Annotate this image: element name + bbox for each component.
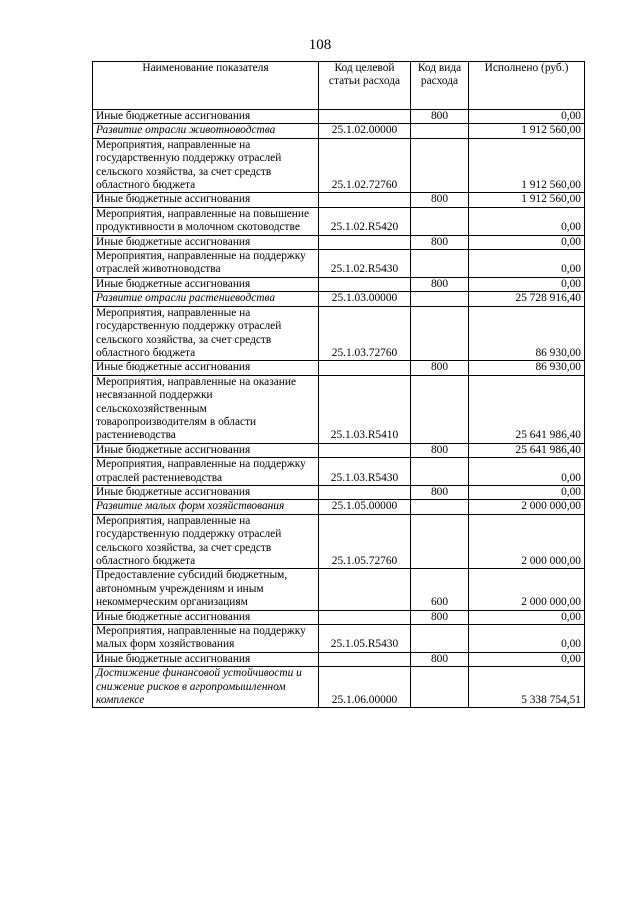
executed-amount-cell: 0,00 [469, 610, 585, 624]
table-row [93, 500, 585, 514]
budget-table [92, 61, 585, 708]
header-executed: Исполнено (руб.) [469, 62, 585, 110]
expense-type-cell [411, 667, 469, 708]
indicator-name-cell: Развитие отрасли растениеводства [93, 292, 319, 306]
table-row [93, 458, 585, 486]
indicator-name-cell: Мероприятия, направленные на поддержку малых форм хозяйствования [93, 625, 319, 653]
table-row [93, 667, 585, 708]
indicator-name-cell: Мероприятия, направленные на поддержку отраслей растениеводства [93, 458, 319, 486]
target-code-cell [319, 610, 411, 624]
executed-amount-cell: 1 912 560,00 [469, 124, 585, 138]
expense-type-cell: 800 [411, 652, 469, 666]
target-code-cell [319, 110, 411, 124]
expense-type-cell: 800 [411, 110, 469, 124]
table-row [93, 361, 585, 375]
executed-amount-cell: 0,00 [469, 485, 585, 499]
expense-type-cell [411, 124, 469, 138]
table-row [93, 514, 585, 569]
executed-amount-cell: 1 912 560,00 [469, 193, 585, 207]
executed-amount-cell: 0,00 [469, 458, 585, 486]
target-code-cell: 25.1.03.R5430 [319, 458, 411, 486]
table-row [93, 250, 585, 278]
executed-amount-cell: 0,00 [469, 250, 585, 278]
table-row [93, 306, 585, 361]
target-code-cell: 25.1.02.72760 [319, 138, 411, 193]
target-code-cell [319, 652, 411, 666]
table-row [93, 207, 585, 235]
target-code-cell: 25.1.02.R5430 [319, 250, 411, 278]
expense-type-cell [411, 292, 469, 306]
indicator-name-cell: Иные бюджетные ассигнования [93, 193, 319, 207]
executed-amount-cell: 0,00 [469, 625, 585, 653]
indicator-name-cell: Развитие малых форм хозяйствования [93, 500, 319, 514]
expense-type-cell [411, 514, 469, 569]
indicator-name-cell: Мероприятия, направленные на оказание несвязанной поддержки сельскохозяйственным товаропроизводителям в области растениеводства [93, 375, 319, 443]
table-row [93, 625, 585, 653]
executed-amount-cell: 5 338 754,51 [469, 667, 585, 708]
header-indicator-name: Наименование показателя [93, 62, 319, 110]
indicator-name-cell: Иные бюджетные ассигнования [93, 485, 319, 499]
executed-amount-cell: 1 912 560,00 [469, 138, 585, 193]
executed-amount-cell: 0,00 [469, 235, 585, 249]
target-code-cell [319, 443, 411, 457]
executed-amount-cell: 25 641 986,40 [469, 375, 585, 443]
expense-type-cell: 800 [411, 361, 469, 375]
table-row [93, 443, 585, 457]
expense-type-cell: 800 [411, 610, 469, 624]
expense-type-cell [411, 500, 469, 514]
target-code-cell: 25.1.02.00000 [319, 124, 411, 138]
header-expense-type: Код вида расхода [411, 62, 469, 110]
indicator-name-cell: Предоставление субсидий бюджетным, автономным учреждениям и иным некоммерческим организациям [93, 569, 319, 610]
table-row [93, 610, 585, 624]
indicator-name-cell: Мероприятия, направленные на поддержку отраслей животноводства [93, 250, 319, 278]
target-code-cell: 25.1.05.00000 [319, 500, 411, 514]
target-code-cell [319, 235, 411, 249]
indicator-name-cell: Мероприятия, направленные на государственную поддержку отраслей сельского хозяйства, за счет средств областного бюджета [93, 138, 319, 193]
table-row [93, 569, 585, 610]
indicator-name-cell: Мероприятия, направленные на государственную поддержку отраслей сельского хозяйства, за счет средств областного бюджета [93, 514, 319, 569]
indicator-name-cell: Иные бюджетные ассигнования [93, 610, 319, 624]
header-target-code: Код целевой статьи расхода [319, 62, 411, 110]
expense-type-cell: 800 [411, 485, 469, 499]
target-code-cell: 25.1.03.R5410 [319, 375, 411, 443]
table-row [93, 124, 585, 138]
target-code-cell: 25.1.03.00000 [319, 292, 411, 306]
target-code-cell: 25.1.06.00000 [319, 667, 411, 708]
page-number: 108 [308, 37, 332, 53]
target-code-cell [319, 193, 411, 207]
table-row [93, 138, 585, 193]
expense-type-cell [411, 625, 469, 653]
executed-amount-cell: 2 000 000,00 [469, 514, 585, 569]
indicator-name-cell: Развитие отрасли животноводства [93, 124, 319, 138]
target-code-cell: 25.1.05.72760 [319, 514, 411, 569]
indicator-name-cell: Мероприятия, направленные на государственную поддержку отраслей сельского хозяйства, за счет средств областного бюджета [93, 306, 319, 361]
expense-type-cell: 800 [411, 235, 469, 249]
table-row [93, 235, 585, 249]
indicator-name-cell: Мероприятия, направленные на повышение продуктивности в молочном скотоводстве [93, 207, 319, 235]
table-row [93, 292, 585, 306]
expense-type-cell: 600 [411, 569, 469, 610]
expense-type-cell [411, 375, 469, 443]
indicator-name-cell: Иные бюджетные ассигнования [93, 361, 319, 375]
executed-amount-cell: 2 000 000,00 [469, 500, 585, 514]
expense-type-cell: 800 [411, 193, 469, 207]
target-code-cell [319, 277, 411, 291]
table-row [93, 110, 585, 124]
expense-type-cell [411, 207, 469, 235]
expense-type-cell: 800 [411, 443, 469, 457]
table-row [93, 485, 585, 499]
expense-type-cell [411, 138, 469, 193]
table-row [93, 277, 585, 291]
indicator-name-cell: Иные бюджетные ассигнования [93, 235, 319, 249]
executed-amount-cell: 0,00 [469, 652, 585, 666]
table-header-row [93, 62, 585, 110]
executed-amount-cell: 0,00 [469, 277, 585, 291]
expense-type-cell: 800 [411, 277, 469, 291]
target-code-cell: 25.1.05.R5430 [319, 625, 411, 653]
executed-amount-cell: 25 641 986,40 [469, 443, 585, 457]
expense-type-cell [411, 250, 469, 278]
indicator-name-cell: Иные бюджетные ассигнования [93, 277, 319, 291]
target-code-cell [319, 569, 411, 610]
target-code-cell [319, 361, 411, 375]
target-code-cell: 25.1.02.R5420 [319, 207, 411, 235]
indicator-name-cell: Иные бюджетные ассигнования [93, 443, 319, 457]
executed-amount-cell: 25 728 916,40 [469, 292, 585, 306]
target-code-cell: 25.1.03.72760 [319, 306, 411, 361]
indicator-name-cell: Иные бюджетные ассигнования [93, 652, 319, 666]
table-row [93, 375, 585, 443]
executed-amount-cell: 86 930,00 [469, 306, 585, 361]
table-row [93, 193, 585, 207]
executed-amount-cell: 0,00 [469, 207, 585, 235]
indicator-name-cell: Достижение финансовой устойчивости и снижение рисков в агропромышленном комплексе [93, 667, 319, 708]
table-row [93, 652, 585, 666]
executed-amount-cell: 86 930,00 [469, 361, 585, 375]
expense-type-cell [411, 458, 469, 486]
indicator-name-cell: Иные бюджетные ассигнования [93, 110, 319, 124]
target-code-cell [319, 485, 411, 499]
expense-type-cell [411, 306, 469, 361]
executed-amount-cell: 0,00 [469, 110, 585, 124]
executed-amount-cell: 2 000 000,00 [469, 569, 585, 610]
